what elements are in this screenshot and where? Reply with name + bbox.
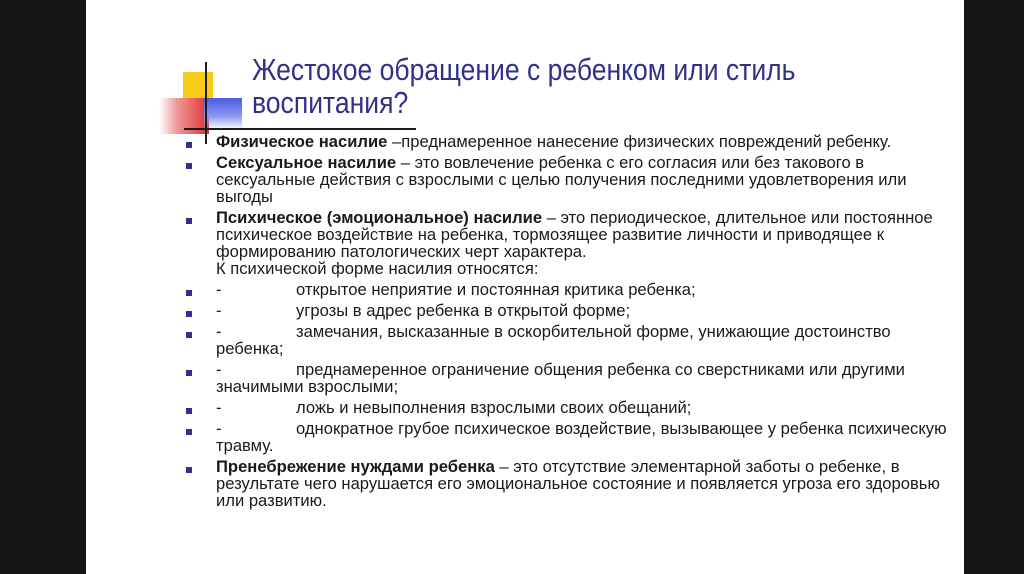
item-term: Психическое (эмоциональное) насилие (216, 208, 543, 227)
item-dash: - (216, 360, 222, 379)
list-item (186, 154, 956, 205)
list-item (186, 420, 956, 454)
bullet-icon (186, 408, 192, 414)
item-text: –преднамеренное нанесение физических повреждений ребенку. (387, 132, 892, 151)
bullet-icon (186, 370, 192, 376)
list-item (186, 323, 956, 357)
bullet-icon (186, 218, 192, 224)
item-text: преднамеренное ограничение общения ребенка со сверстниками или другими значимыми взрослыми; (216, 360, 905, 396)
item-dash: - (216, 280, 222, 299)
item-term: Сексуальное насилие (216, 153, 397, 172)
bullet-icon (186, 163, 192, 169)
item-text: – это периодическое, длительное или постоянное психическое воздействие на ребенка, тормозящее развитие личности и приводящее к формированию патологических черт характера. (216, 208, 933, 261)
bullet-icon (186, 142, 192, 148)
decor-horizontal-line (184, 128, 416, 130)
item-text: ложь и невыполнения взрослыми своих обещаний; (296, 398, 692, 417)
decor-blue-square (204, 98, 242, 128)
item-dash: - (216, 398, 222, 417)
list-item (186, 458, 956, 509)
item-extra-text: К психической форме насилия относятся: (216, 259, 539, 278)
item-text: открытое неприятие и постоянная критика ребенка; (296, 280, 696, 299)
item-term: Пренебрежение нуждами ребенка (216, 457, 495, 476)
list-item (186, 399, 956, 416)
item-text: – это отсутствие элементарной заботы о ребенке, в результате чего нарушается его эмоциональное состояние и появляется угроза его здоровью или развитию. (216, 457, 940, 510)
list-item (186, 302, 956, 319)
list-item (186, 133, 956, 150)
bullet-icon (186, 332, 192, 338)
bullet-icon (186, 429, 192, 435)
list-item (186, 281, 956, 298)
item-text: – это вовлечение ребенка с его согласия или без такового в сексуальные действия с взрослыми с целью получения последними удовлетворения или выгоды (216, 153, 907, 206)
list-item (186, 209, 956, 277)
item-text: однократное грубое психическое воздействие, вызывающее у ребенка психическую травму. (216, 419, 947, 455)
list-item (186, 361, 956, 395)
bullet-icon (186, 311, 192, 317)
decor-vertical-line (205, 62, 207, 144)
item-text: замечания, высказанные в оскорбительной форме, унижающие достоинство ребенка; (216, 322, 891, 358)
item-text: угрозы в адрес ребенка в открытой форме; (296, 301, 631, 320)
item-dash: - (216, 301, 222, 320)
slide-title: Жестокое обращение с ребенком или стиль воспитания? (252, 53, 796, 120)
item-dash: - (216, 322, 222, 341)
bullet-icon (186, 290, 192, 296)
item-dash: - (216, 419, 222, 438)
bullet-list (186, 133, 956, 513)
slide (86, 0, 964, 574)
bullet-icon (186, 467, 192, 473)
item-term: Физическое насилие (216, 132, 388, 151)
